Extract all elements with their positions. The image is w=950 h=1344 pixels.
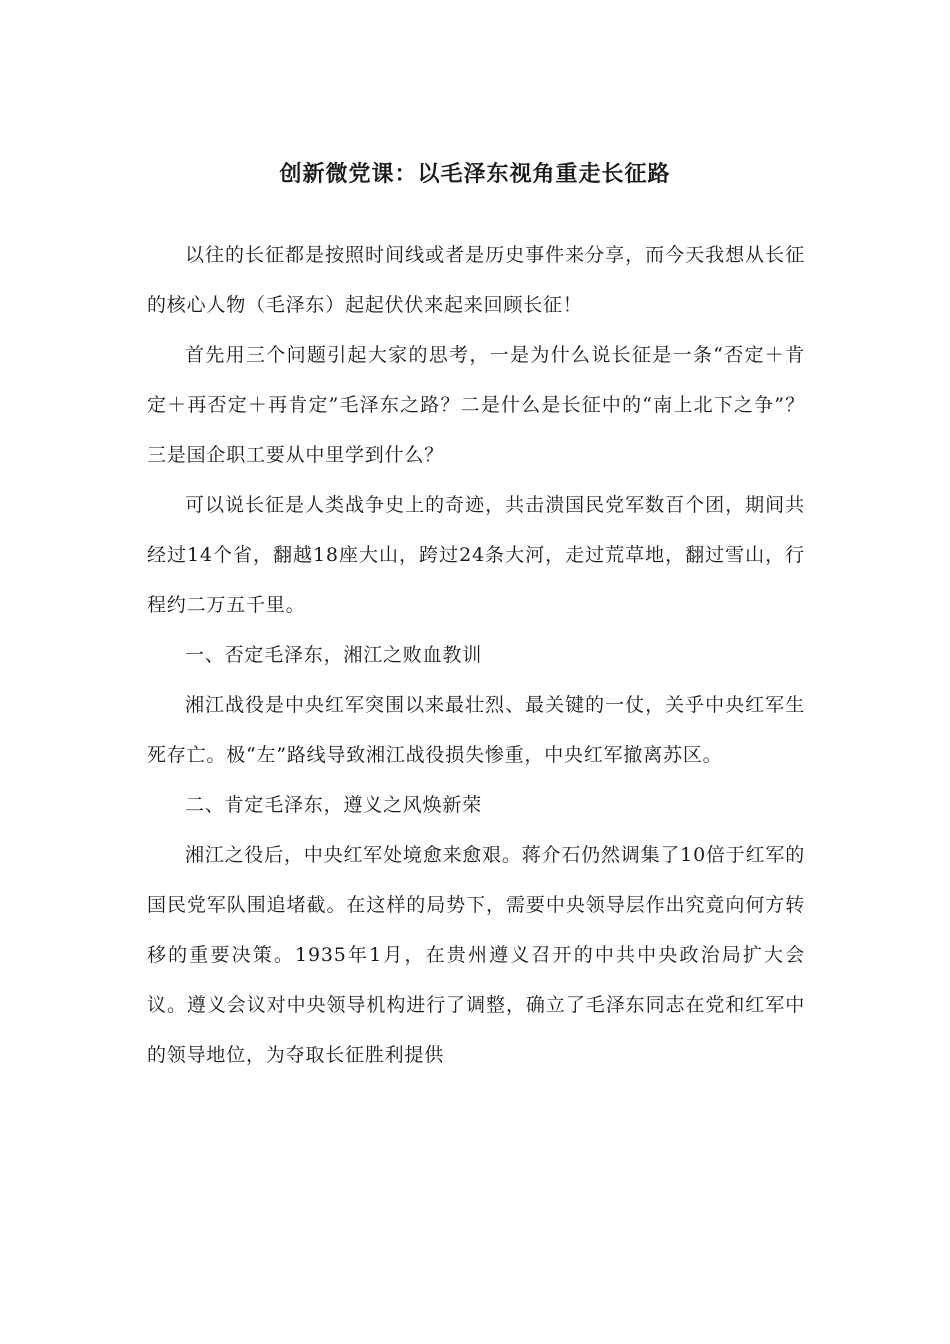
section-heading-1: 一、否定毛泽东，湘江之败血教训 <box>185 644 483 666</box>
section-text-1: 湘江战役是中央红军突围以来最壮烈、最关键的一仗，关乎中央红军生死存亡。极“左”路线导致湘江战役损失惨重，中央红军撤离苏区。 <box>147 694 805 766</box>
document-title: 创新微党课：以毛泽东视角重走长征路 <box>279 162 671 187</box>
paragraph-intro: 以往的长征都是按照时间线或者是历史事件来分享，而今天我想从长征的核心人物（毛泽东）起起伏伏来起来回顾长征！ <box>147 244 805 316</box>
section-text-2: 湘江之役后，中央红军处境愈来愈艰。蒋介石仍然调集了10倍于红军的国民党军队围追堵截。在这样的局势下，需要中央领导层作出究竟向何方转移的重要决策。1935年1月，在贵州遵义召开的中共中央政治局扩大会议。遵义会议对中央领导机构进行了调整，确立了毛泽东同志在党和红军中的领导地位，为夺取长征胜利提供 <box>147 844 805 1066</box>
paragraph-questions: 首先用三个问题引起大家的思考，一是为什么说长征是一条“否定＋肯定＋再否定＋再肯定”毛泽东之路？二是什么是长征中的“南上北下之争”？三是国企职工要从中里学到什么？ <box>147 344 805 466</box>
document-body <box>147 230 805 1080</box>
paragraph-overview: 可以说长征是人类战争史上的奇迹，共击溃国民党军数百个团，期间共经过14个省，翻越18座大山，跨过24条大河，走过荒草地，翻过雪山，行程约二万五千里。 <box>147 494 805 616</box>
section-heading-2: 二、肯定毛泽东，遵义之风焕新荣 <box>185 794 483 816</box>
